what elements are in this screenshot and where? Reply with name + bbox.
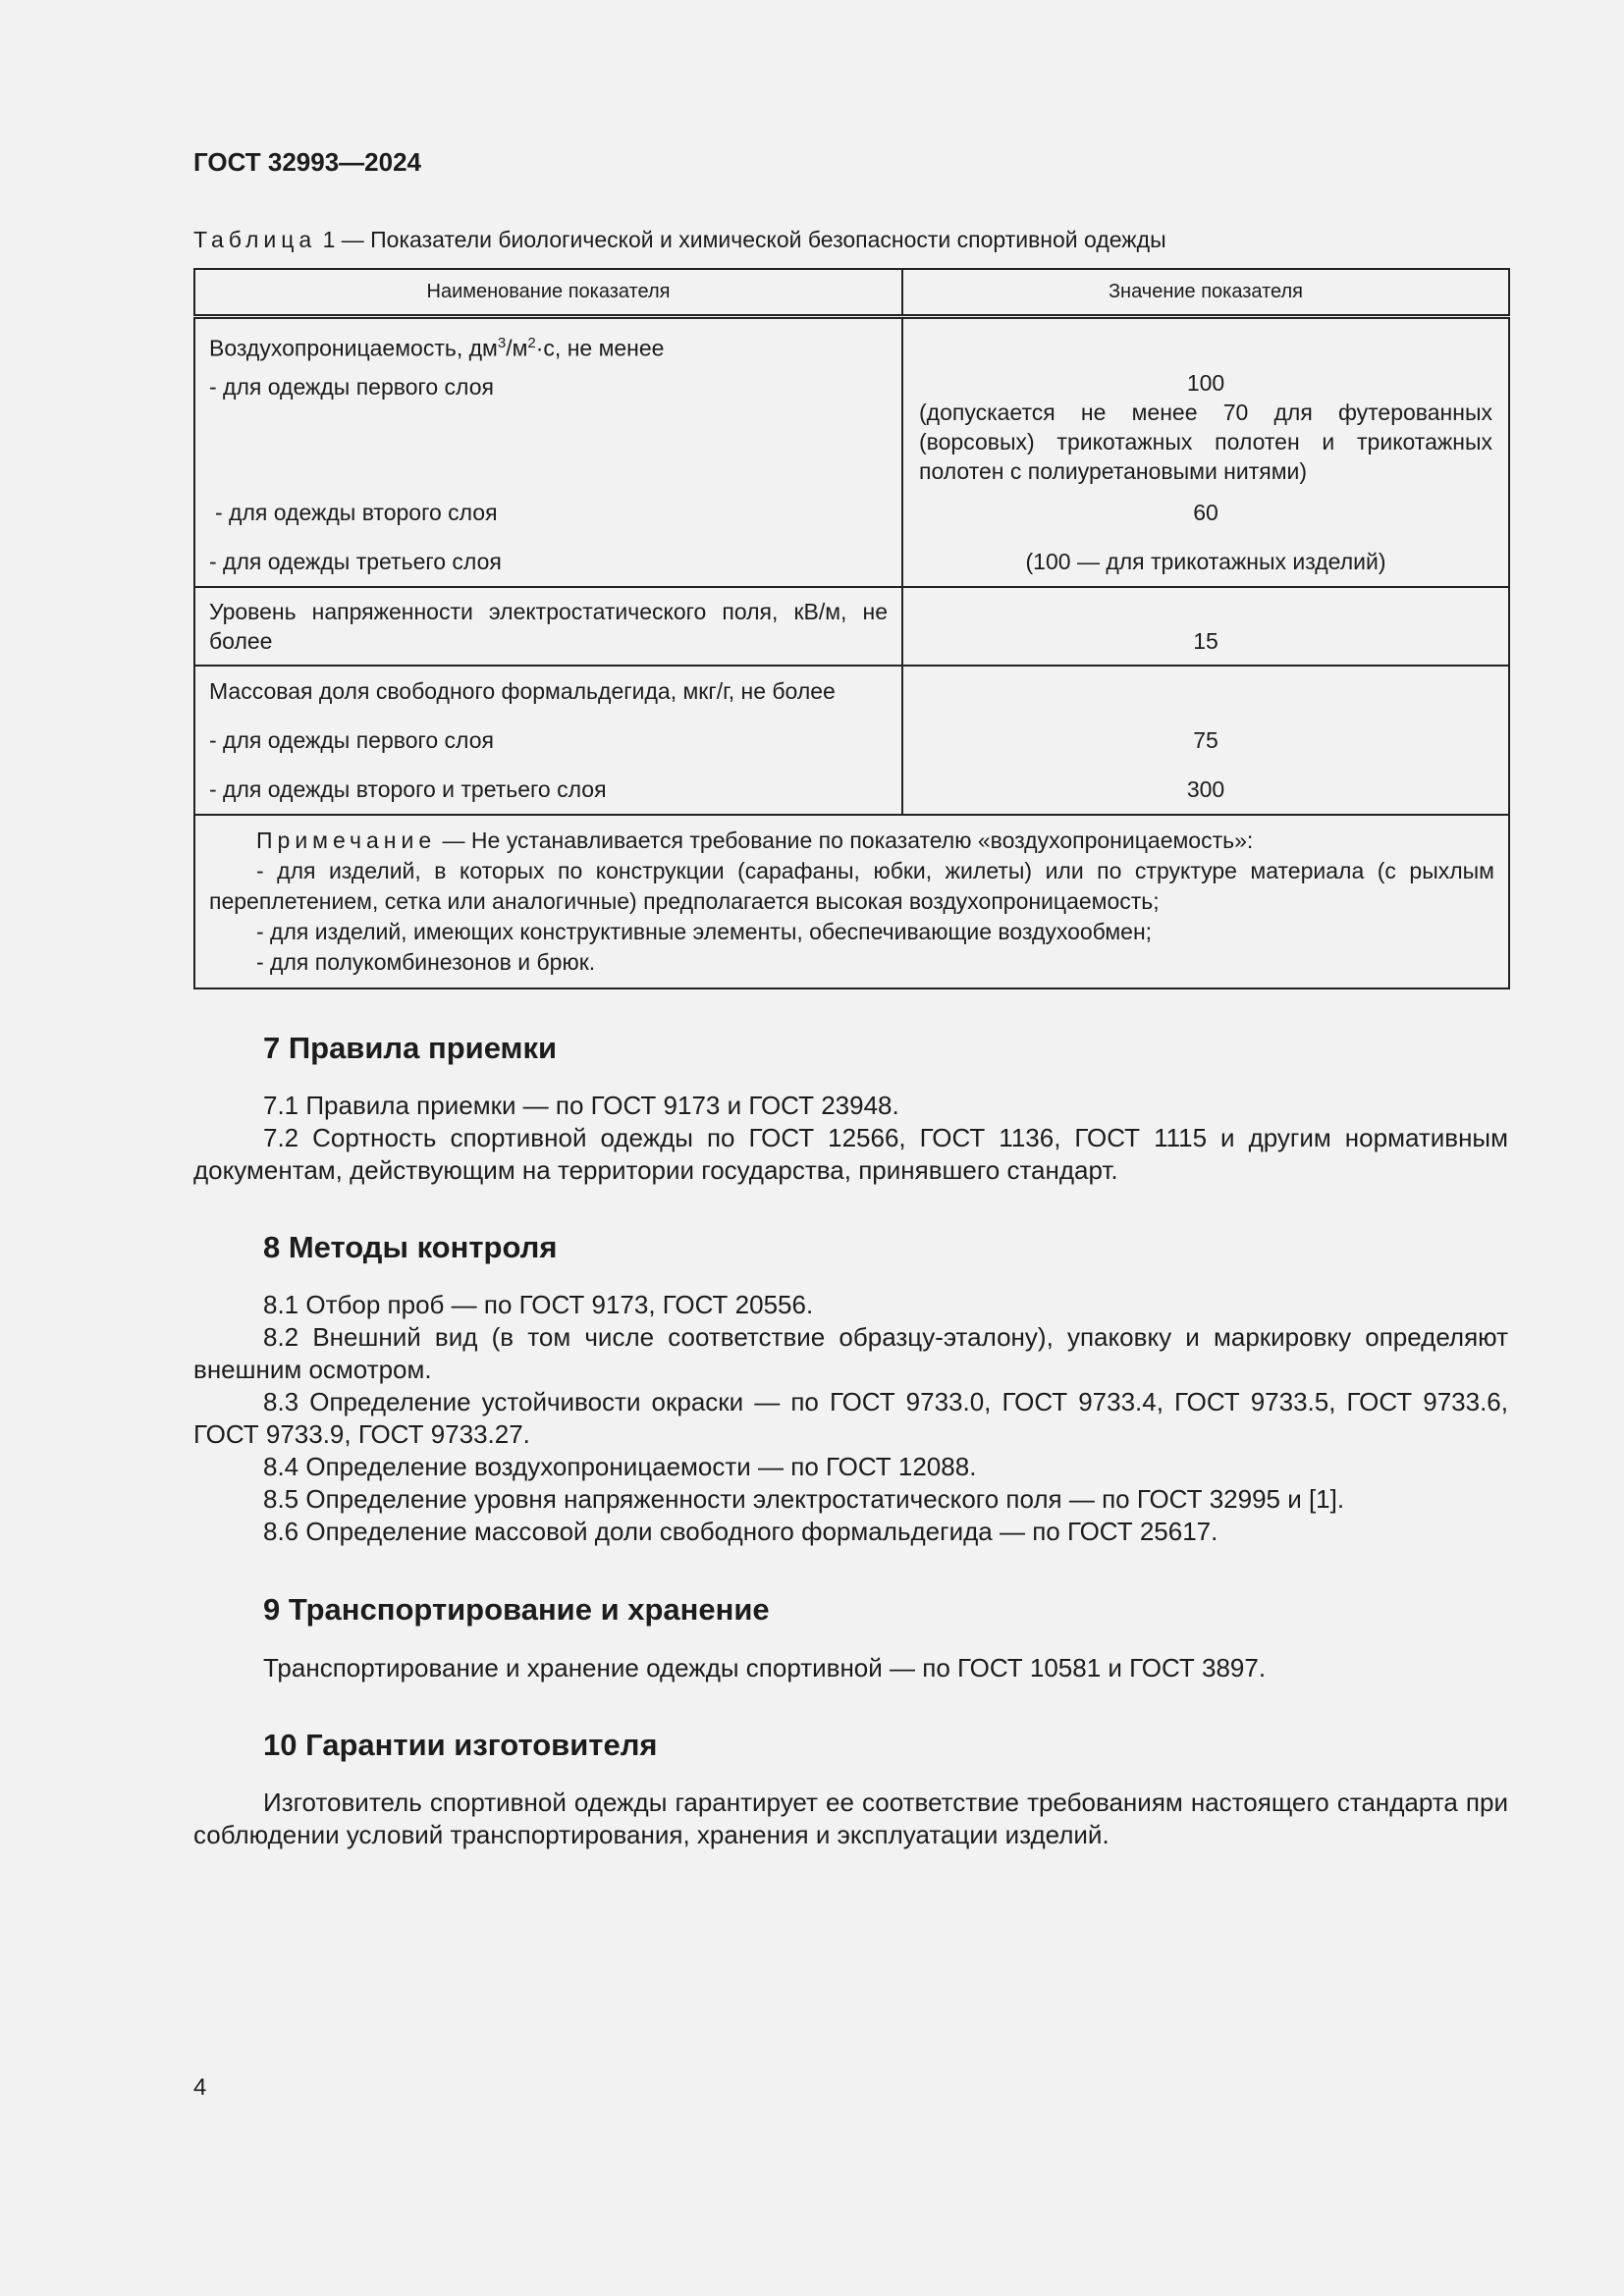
table-caption	[193, 227, 1166, 253]
table-row	[194, 587, 1509, 666]
table-row	[194, 537, 1509, 587]
paragraph: Изготовитель спортивной одежды гарантирует ее соответствие требованиям настоящего стандарта при соблюдении условий транспортирования, хранения и эксплуатации изделий.	[193, 1788, 1508, 1849]
paragraph: 7.2 Сортность спортивной одежды по ГОСТ 12566, ГОСТ 1136, ГОСТ 1115 и другим нормативным документам, действующим на территории государства, принявшего стандарт.	[193, 1123, 1508, 1185]
section-10-heading: 10 Гарантии изготовителя	[263, 1728, 658, 1762]
table-row	[194, 488, 1509, 537]
table-row	[194, 765, 1509, 815]
formaldehyde-first-layer-label: - для одежды первого слоя	[209, 727, 494, 753]
paragraph: Транспортирование и хранение одежды спортивной — по ГОСТ 10581 и ГОСТ 3897.	[263, 1653, 1267, 1682]
table-row	[194, 716, 1509, 765]
air-second-layer-label: - для одежды второго слоя	[215, 500, 498, 525]
electrostatic-field-value: 15	[1193, 628, 1218, 654]
note-item: - для полукомбинезонов и брюк.	[256, 949, 596, 975]
air-second-layer-value: 60	[1193, 500, 1218, 525]
electrostatic-field-label: Уровень напряженности электростатического поля, кВ/м, не более	[209, 599, 888, 654]
table-header-row	[194, 269, 1509, 317]
section-7-heading: 7 Правила приемки	[263, 1031, 558, 1065]
note-item: - для изделий, имеющих конструктивные элементы, обеспечивающие воздухообмен;	[256, 919, 1153, 944]
air-first-layer-label: - для одежды первого слоя	[209, 374, 494, 400]
table-row	[194, 317, 1509, 369]
column-header-name: Наименование показателя	[194, 269, 902, 317]
formaldehyde-second-third-layer-label: - для одежды второго и третьего слоя	[209, 776, 607, 802]
section-8-heading: 8 Методы контроля	[263, 1230, 558, 1264]
paragraph: 8.6 Определение массовой доли свободного формальдегида — по ГОСТ 25617.	[263, 1517, 1218, 1546]
paragraph: 8.4 Определение воздухопроницаемости — по ГОСТ 12088.	[263, 1452, 977, 1481]
formaldehyde-title: Массовая доля свободного формальдегида, мкг/г, не более	[209, 678, 836, 704]
air-first-layer-value: 100 (допускается не менее 70 для футерованных (ворсовых) трикотажных полотен и трикотажных полотен с полиуретановыми нитями)	[919, 370, 1492, 484]
air-third-layer-value: (100 — для трикотажных изделий)	[1025, 549, 1386, 574]
air-permeability-title: Воздухопроницаемость, $дм^3/м^2\cdot с$, не менее	[209, 335, 665, 361]
note-intro: — Не устанавливается требование по показателю «воздухопроницаемость»:	[436, 828, 1254, 853]
table-row	[194, 368, 1509, 488]
table-note-row	[194, 815, 1509, 988]
paragraph: 7.1 Правила приемки — по ГОСТ 9173 и ГОСТ 23948.	[263, 1091, 899, 1120]
section-9-heading: 9 Транспортирование и хранение	[263, 1592, 770, 1627]
table-caption-text: 1 — Показатели биологической и химической безопасности спортивной одежды	[316, 227, 1166, 252]
section-7-body	[193, 1090, 1508, 1187]
note-word: Примечание	[256, 828, 437, 853]
air-third-layer-label: - для одежды третьего слоя	[209, 549, 502, 574]
section-9-body	[193, 1652, 1508, 1684]
indicators-table	[193, 268, 1510, 989]
page-number: 4	[193, 2074, 207, 2101]
column-header-value: Значение показателя	[902, 269, 1509, 317]
table-caption-word: Таблица	[193, 227, 317, 252]
paragraph: 8.2 Внешний вид (в том числе соответствие образцу-эталону), упаковку и маркировку определяют внешним осмотром.	[193, 1322, 1508, 1384]
table-row	[194, 666, 1509, 716]
formaldehyde-second-third-layer-value: 300	[1186, 776, 1225, 802]
table-note	[195, 816, 1508, 988]
section-10-body	[193, 1787, 1508, 1851]
paragraph: 8.1 Отбор проб — по ГОСТ 9173, ГОСТ 20556.	[263, 1290, 814, 1319]
note-item: - для изделий, в которых по конструкции (сарафаны, юбки, жилеты) или по структуре материала (с рыхлым переплетением, сетка или аналогичные) предполагается высокая воздухопроницаемость;	[209, 858, 1494, 914]
air-first-layer-note: (допускается не менее 70 для футерованных (ворсовых) трикотажных полотен и трикотажных полотен с полиуретановыми нитями)	[919, 400, 1492, 484]
formaldehyde-first-layer-value: 75	[1193, 727, 1218, 753]
section-8-body	[193, 1289, 1508, 1548]
paragraph: 8.3 Определение устойчивости окраски — по ГОСТ 9733.0, ГОСТ 9733.4, ГОСТ 9733.5, ГОСТ 9733.6, ГОСТ 9733.9, ГОСТ 9733.27.	[193, 1387, 1508, 1449]
document-code: ГОСТ 32993—2024	[193, 147, 421, 177]
paragraph: 8.5 Определение уровня напряженности электростатического поля — по ГОСТ 32995 и [1].	[263, 1484, 1345, 1514]
